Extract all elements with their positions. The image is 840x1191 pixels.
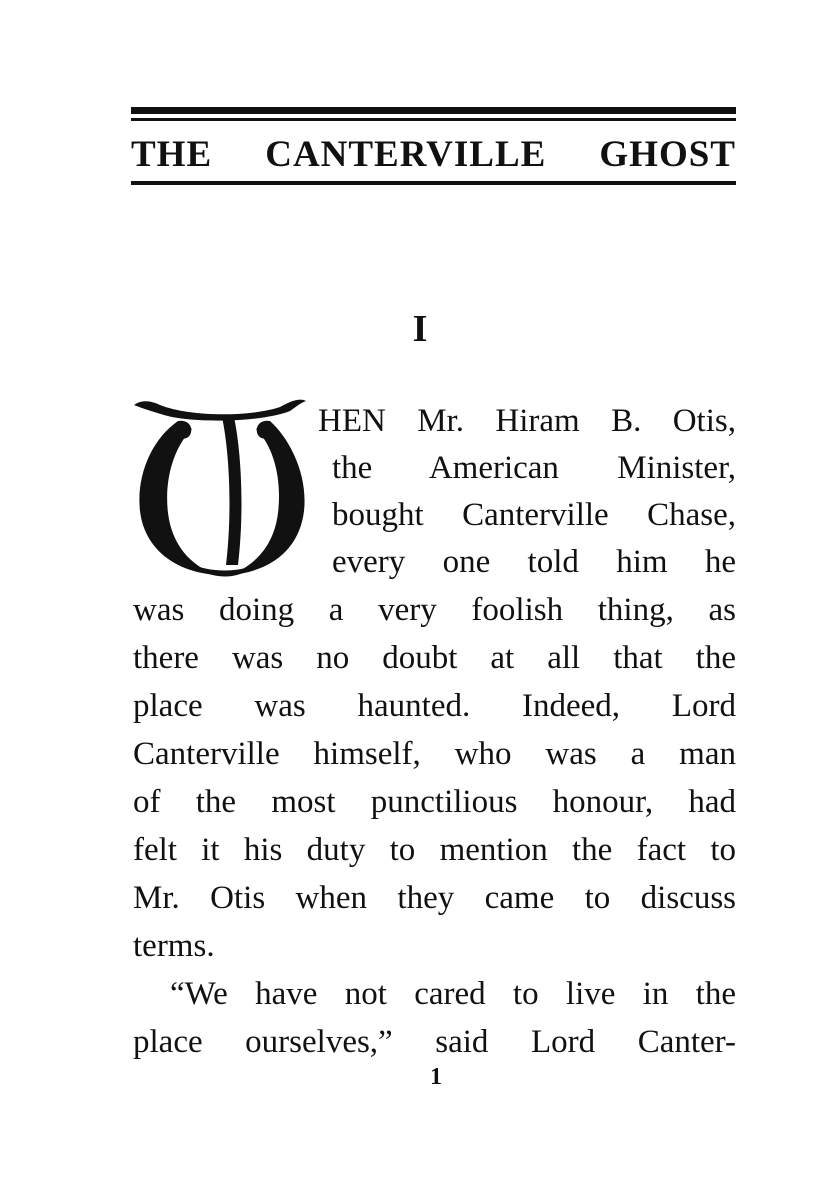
page-number: 1 xyxy=(430,1064,442,1090)
line-text: bought Canterville Chase, xyxy=(332,497,736,533)
line-text: “We have not cared to live in the xyxy=(170,976,736,1012)
line-text: of the most punctilious honour, had xyxy=(133,784,736,820)
line-text: place was haunted. Indeed, Lord xyxy=(133,688,736,724)
text-line xyxy=(332,492,736,538)
line-text: Mr. Otis when they came to discuss xyxy=(133,880,736,916)
text-line xyxy=(332,445,736,491)
text-line xyxy=(133,731,736,777)
text-line xyxy=(133,587,736,633)
text-line xyxy=(133,683,736,729)
chapter-number: I xyxy=(412,308,428,350)
text-line xyxy=(133,875,736,921)
line-text: HEN Mr. Hiram B. Otis, xyxy=(318,403,736,439)
text-line xyxy=(133,635,736,681)
drop-cap-w xyxy=(130,395,315,585)
line-text: the American Minister, xyxy=(332,450,736,486)
running-title-word: GHOST xyxy=(599,133,736,175)
text-line xyxy=(133,1019,736,1065)
running-title-word: THE xyxy=(131,133,213,175)
line-text: felt it his duty to mention the fact to xyxy=(133,832,736,868)
running-title-word: CANTERVILLE xyxy=(265,133,547,175)
text-line xyxy=(133,779,736,825)
text-line xyxy=(318,398,736,444)
line-text: Canterville himself, who was a man xyxy=(133,736,736,772)
ornamental-w-icon xyxy=(130,395,315,585)
text-line xyxy=(170,971,736,1017)
top-rule-thick xyxy=(131,107,736,114)
line-text: terms. xyxy=(133,928,215,964)
title-underline-rule xyxy=(131,181,736,185)
running-title xyxy=(131,130,736,178)
text-line xyxy=(332,539,736,585)
top-rule-thin xyxy=(131,118,736,121)
line-text: was doing a very foolish thing, as xyxy=(133,592,736,628)
text-line xyxy=(133,827,736,873)
line-text: place ourselves,” said Lord Canter- xyxy=(133,1024,736,1060)
line-text: every one told him he xyxy=(332,544,736,580)
text-line xyxy=(133,923,736,969)
line-text: there was no doubt at all that the xyxy=(133,640,736,676)
